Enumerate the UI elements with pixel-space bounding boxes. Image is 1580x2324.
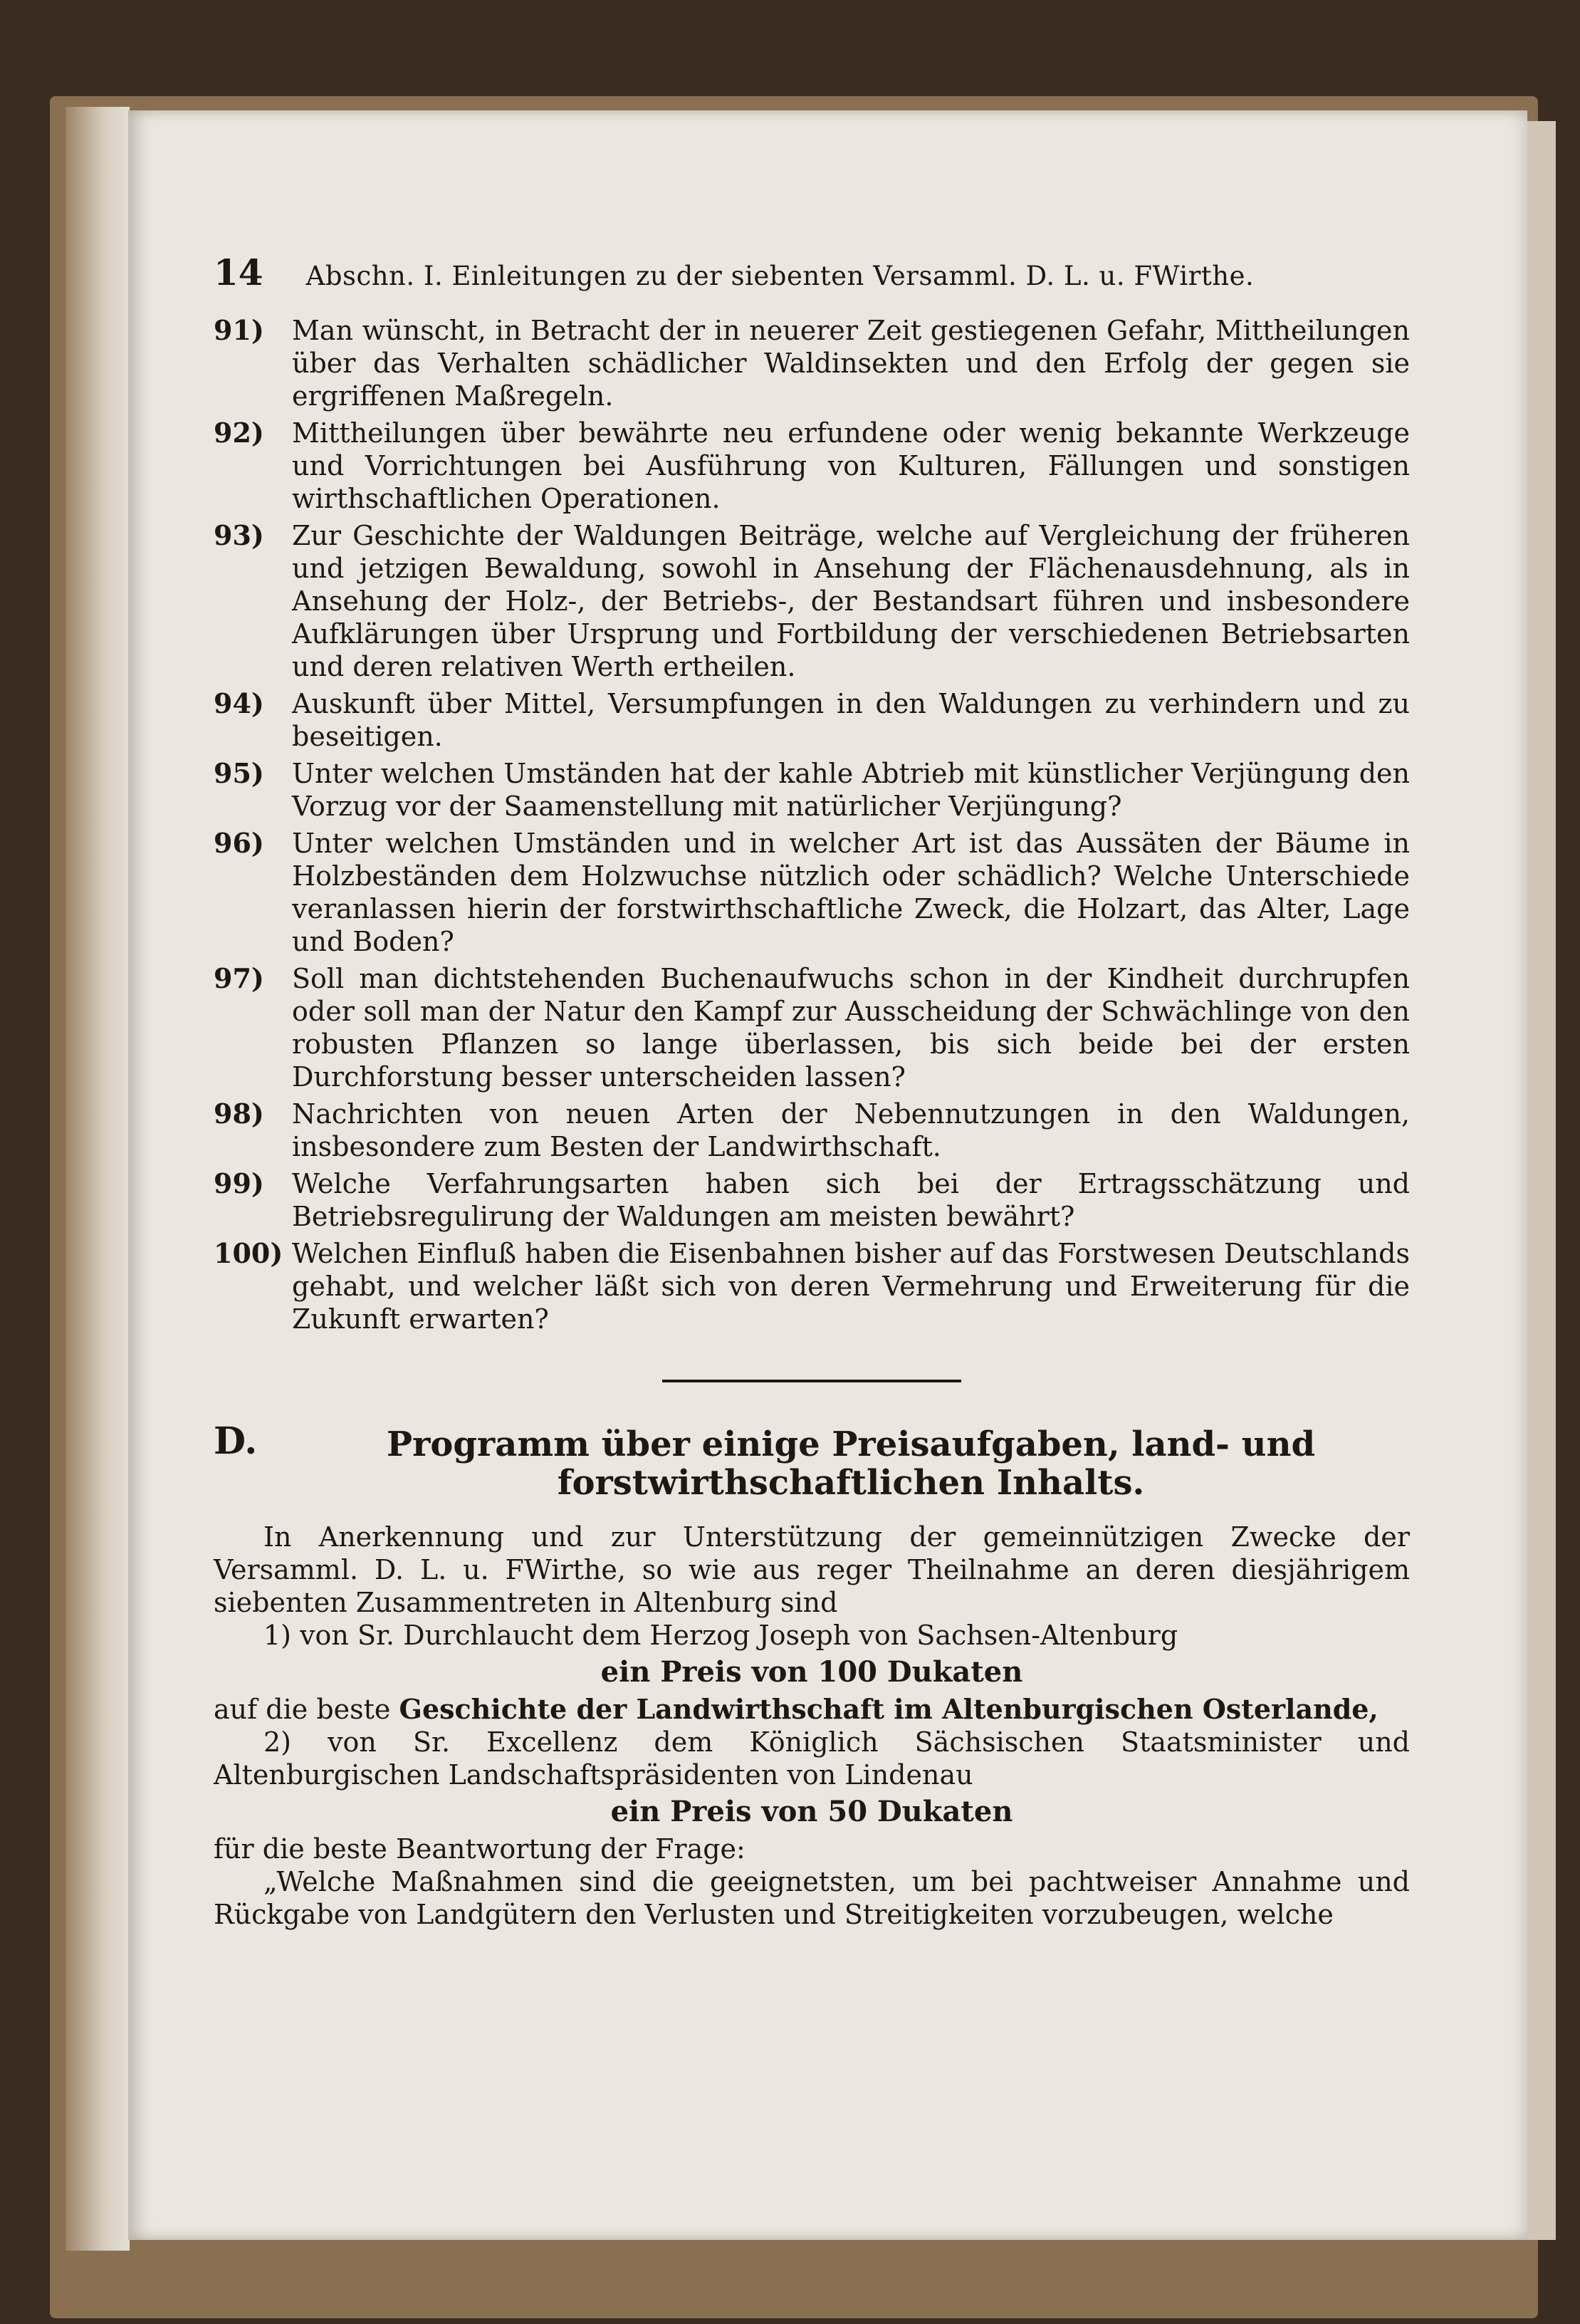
question-number: 93) [214, 519, 264, 551]
page-stack-right [1527, 121, 1556, 2240]
question-text: Welche Verfahrungsarten haben sich bei der Ertragsschätzung und Betriebsregulirung der Waldungen am meisten bewährt? [292, 1168, 1410, 1232]
question-number: 96) [214, 827, 264, 859]
question-item [214, 1098, 1410, 1163]
page-stack-left [66, 107, 130, 2251]
question-item [214, 1167, 1410, 1233]
question-item [214, 519, 1410, 683]
question-item [214, 417, 1410, 515]
question-quote: „Welche Maßnahmen sind die geeignetsten, um bei pachtweiser Annahme und Rückgabe von Landgütern den Verlusten und Streitigkeiten vorzubeugen, welche [214, 1866, 1410, 1930]
question-item [214, 962, 1410, 1093]
question-number: 97) [214, 962, 264, 994]
section-letter: D. [214, 1419, 258, 1463]
section-heading [214, 1419, 1410, 1503]
prize2-line: 2) von Sr. Excellenz dem Königlich Sächsischen Staatsminister und Altenburgischen Landschaftspräsidenten von Lindenau [214, 1726, 1410, 1791]
prize1-subject: Geschichte der Landwirthschaft im Altenburgischen Osterlande, [399, 1693, 1378, 1725]
running-head: Abschn. I. Einleitungen zu der siebenten Versamml. D. L. u. FWirthe. [305, 261, 1255, 291]
question-text: Unter welchen Umständen und in welcher Art ist das Aussäten der Bäume in Holzbeständen dem Holzwuchse nützlich oder schädlich? Welche Unterschiede veranlassen hierin der forstwirthschaftliche Zweck, die Holzart, das Alter, Lage und Boden? [292, 828, 1410, 957]
question-number: 98) [214, 1098, 264, 1130]
question-item [214, 827, 1410, 958]
section-divider [662, 1380, 961, 1382]
question-number: 92) [214, 417, 264, 449]
question-text: Auskunft über Mittel, Versumpfungen in den Waldungen zu verhindern und zu beseitigen. [292, 688, 1410, 752]
prize1-line: 1) von Sr. Durchlaucht dem Herzog Joseph von Sachsen-Altenburg [263, 1620, 1178, 1651]
section-title: Programm über einige Preisaufgaben, land- und forstwirthschaftlichen Inhalts. [386, 1424, 1316, 1503]
question-text: Unter welchen Umständen hat der kahle Abtrieb mit künstlicher Verjüngung den Vorzug vor der Saamenstellung mit natürlicher Verjüngung? [292, 758, 1410, 822]
question-text: Zur Geschichte der Waldungen Beiträge, welche auf Vergleichung der früheren und jetzigen Bewaldung, sowohl in Ansehung der Flächenausdehnung, als in Ansehung der Holz-, der Betriebs-, der Bestandsart führen und insbesondere Aufklärungen über Ursprung und Fortbildung der verschiedenen Betriebsarten und deren relativen Werth ertheilen. [292, 520, 1410, 682]
question-text: Man wünscht, in Betracht der in neuerer Zeit gestiegenen Gefahr, Mittheilungen über das Verhalten schädlicher Waldinsekten und den Erfolg der gegen sie ergriffenen Maßregeln. [292, 315, 1410, 412]
question-text: Soll man dichtstehenden Buchenaufwuchs schon in der Kindheit durchrupfen oder soll man der Natur den Kampf zur Ausscheidung der Schwächlinge von den robusten Pflanzen so lange überlassen, bis sich beide bei der ersten Durchforstung besser unterscheiden lassen? [292, 963, 1410, 1093]
question-item [214, 1237, 1410, 1335]
question-text: Welchen Einfluß haben die Eisenbahnen bisher auf das Forstwesen Deutschlands gehabt, und welcher läßt sich von deren Vermehrung und Erweiterung für die Zukunft erwarten? [292, 1238, 1410, 1335]
question-number: 91) [214, 314, 264, 346]
prize2-for: für die beste Beantwortung der Frage: [214, 1833, 745, 1865]
question-number: 95) [214, 757, 264, 789]
question-item [214, 314, 1410, 412]
question-number: 100) [214, 1237, 283, 1269]
page-number: 14 [214, 251, 263, 293]
intro-paragraph: In Anerkennung und zur Unterstützung der gemeinnützigen Zwecke der Versamml. D. L. u. FWirthe, so wie aus reger Theilnahme an deren diesjährigem siebenten Zusammentreten in Altenburg sind [214, 1521, 1410, 1618]
question-number: 99) [214, 1167, 264, 1199]
page-header [214, 251, 1410, 293]
page-content [214, 251, 1410, 1931]
prize1-amount: ein Preis von 100 Dukaten [600, 1655, 1023, 1689]
prize2-amount: ein Preis von 50 Dukaten [610, 1795, 1013, 1828]
question-item [214, 687, 1410, 753]
prize1-subject-line [214, 1693, 1410, 1726]
question-text: Mittheilungen über bewährte neu erfundene oder wenig bekannte Werkzeuge und Vorrichtungen bei Ausführung von Kulturen, Fällungen und sonstigen wirthschaftlichen Operationen. [292, 417, 1410, 514]
prize1-prefix: auf die beste [214, 1694, 391, 1725]
question-list [214, 314, 1410, 1335]
question-item [214, 757, 1410, 823]
question-number: 94) [214, 687, 264, 719]
question-text: Nachrichten von neuen Arten der Nebennutzungen in den Waldungen, insbesondere zum Besten der Landwirthschaft. [292, 1098, 1410, 1162]
